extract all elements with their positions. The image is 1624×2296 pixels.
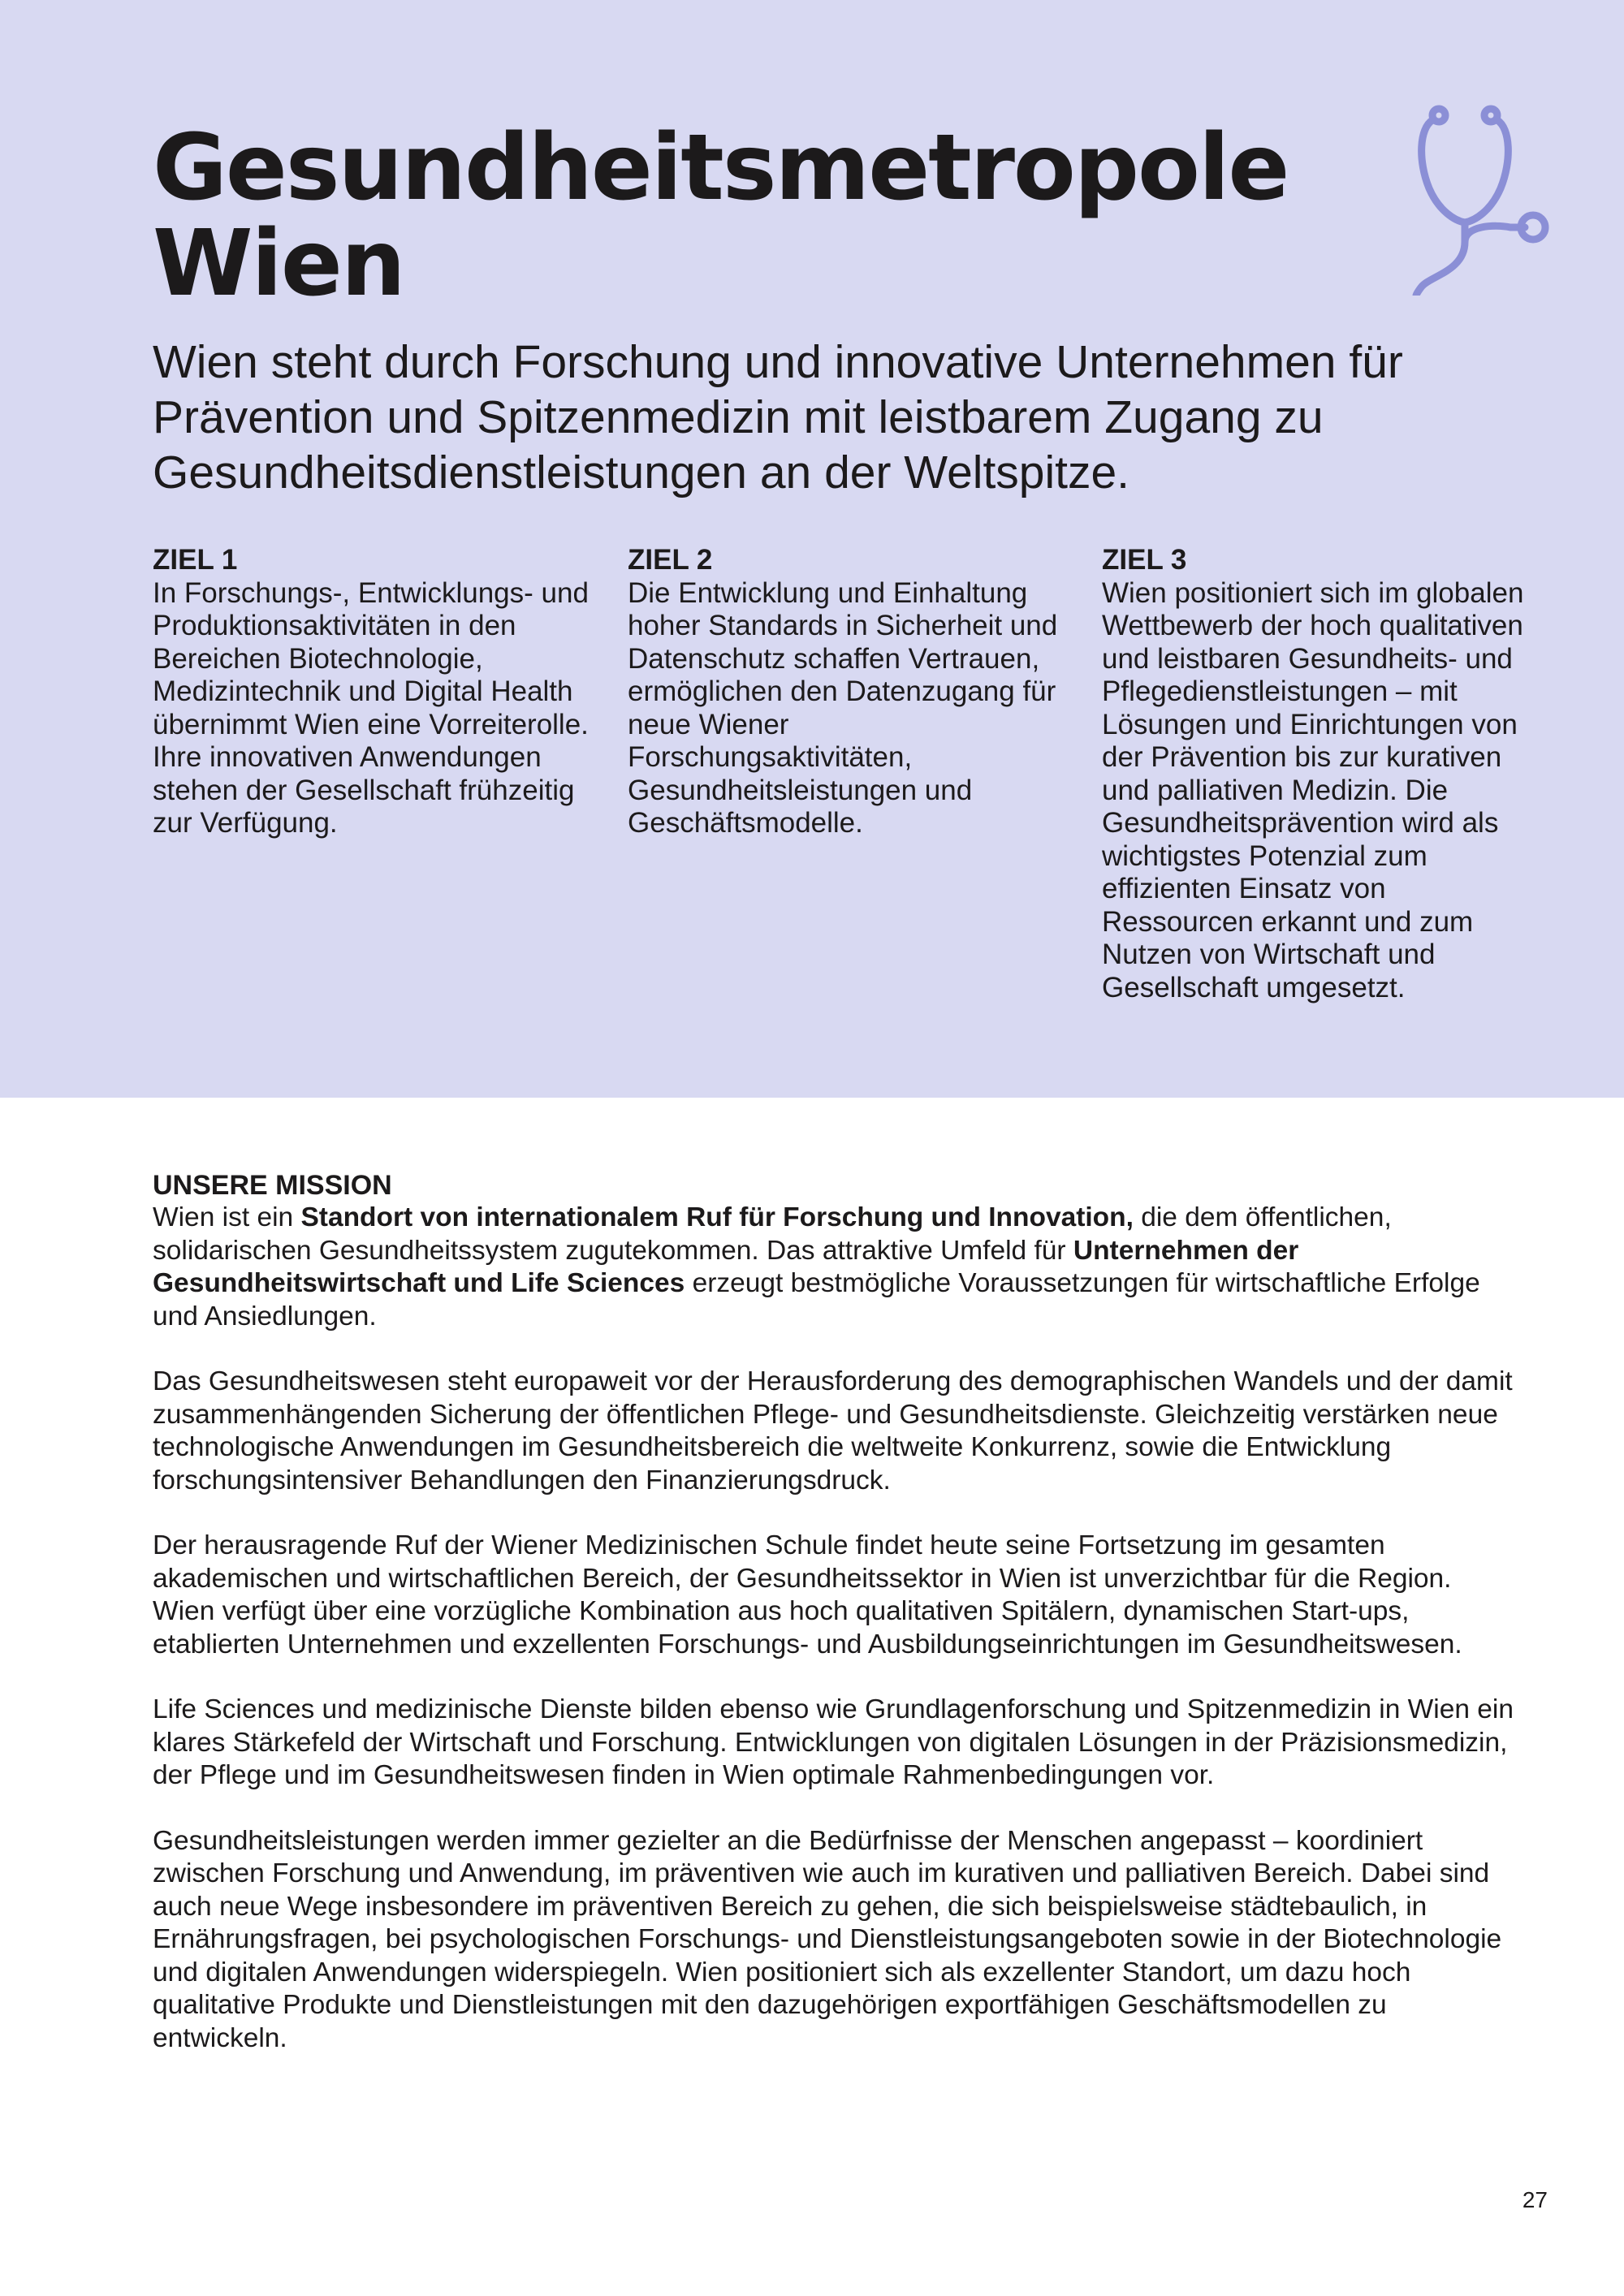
mission-p1-bold-location: Standort von internationalem Ruf für Forschung und Innovation, bbox=[300, 1202, 1134, 1233]
mission-p1-text-2: die dem öffentlichen, solidarischen Gesundheitssystem zugutekommen. Das attraktive Umfeld für bbox=[153, 1202, 1392, 1266]
hero-section bbox=[0, 0, 1624, 1098]
mission-p1-text-3: erzeugt bestmögliche Voraussetzungen für wirtschaftliche Erfolge und Ansiedlungen. bbox=[153, 1268, 1480, 1331]
goal-2-label: ZIEL 2 bbox=[628, 544, 713, 576]
goal-1-label: ZIEL 1 bbox=[153, 544, 238, 576]
mission-paragraph-1 bbox=[153, 1202, 1517, 1333]
mission-section bbox=[153, 1169, 1517, 2087]
goal-3-label: ZIEL 3 bbox=[1102, 544, 1187, 576]
goal-3 bbox=[1102, 544, 1544, 1004]
lead-paragraph: Wien steht durch Forschung und innovative Unternehmen für Prävention und Spitzenmedizin mit leistbarem Zugang zu Gesundheitsdienstleistungen an der Weltspitze. bbox=[153, 336, 1403, 498]
mission-p1-bold-companies: Unternehmen der Gesundheitswirtschaft und Life Sciences bbox=[153, 1235, 1299, 1299]
mission-paragraph-2: Das Gesundheitswesen steht europaweit vor der Herausforderung des demographischen Wandels und der damit zusammenhängenden Sicherung der öffentlichen Pflege- und Gesundheitsdienste. Gleichzeitig verstärken neue technologische Anwendungen im Gesundheitsbereich die weltweite Konkurrenz, sowie die Entwicklung forschungsintensiver Behandlungen den Finanzierungsdruck. bbox=[153, 1366, 1513, 1495]
goal-1-text: In Forschungs-, Entwicklungs- und Produktionsaktivitäten in den Bereichen Biotechnologie, Medizintechnik und Digital Health übernimmt Wien eine Vorreiterolle. Ihre innovativen Anwendungen stehen der Gesellschaft frühzeitig zur Verfügung. bbox=[153, 576, 589, 839]
mission-p1-text: Wien ist ein bbox=[153, 1202, 301, 1233]
goal-3-text: Wien positioniert sich im globalen Wettbewerb der hoch qualitativen und leistbaren Gesundheits- und Pflegedienstleistungen – mit Lösungen und Einrichtungen von der Prävention bis zur kurativen und palliativen Medizin. Die Gesundheitsprävention wird als wichtigstes Potenzial zum effizienten Einsatz von Ressourcen erkannt und zum Nutzen von Wirtschaft und Gesellschaft umgesetzt. bbox=[1102, 576, 1524, 1003]
mission-paragraph-3: Der herausragende Ruf der Wiener Medizinischen Schule findet heute seine Fortsetzung im gesamten akademischen und wirtschaftlichen Bereich, der Gesundheitssektor in Wien ist unverzichtbar für die Region. Wien verfügt über eine vorzügliche Kombination aus hoch qualitativen Spitälern, dynamischen Start-ups, etablierten Unternehmen und exzellenten Forschungs- und Ausbildungseinrichtungen im Gesundheitswesen. bbox=[153, 1530, 1462, 1659]
stethoscope-icon bbox=[1380, 104, 1551, 296]
goal-2 bbox=[628, 544, 1070, 840]
goal-2-text: Die Entwicklung und Einhaltung hoher Standards in Sicherheit und Datenschutz schaffen Vertrauen, ermöglichen den Datenzugang für neue Wiener Forschungsaktivitäten, Gesundheitsleistungen und Geschäftsmodelle. bbox=[628, 576, 1058, 839]
mission-paragraph-5: Gesundheitsleistungen werden immer gezielter an die Bedürfnisse der Menschen angepasst – koordiniert zwischen Forschung und Anwendung, im präventiven wie auch im kurativen und palliativen Bereich. Dabei sind auch neue Wege insbesondere im präventiven Bereich zu gehen, die sich beispielsweise städtebaulich, in Ernährungsfragen, bei psychologischen Forschungs- und Dienstleistungsangeboten sowie in der Biotechnologie und digitalen Anwendungen widerspiegeln. Wien positioniert sich als exzellenter Standort, um dazu hoch qualitative Produkte und Dienstleistungen mit den dazugehörigen exportfähigen Geschäftsmodellen zu entwickeln. bbox=[153, 1826, 1502, 2053]
mission-heading: UNSERE MISSION bbox=[153, 1170, 392, 1201]
page-title-line-1: Gesundheitsmetropole bbox=[153, 115, 1289, 221]
goal-1 bbox=[153, 544, 595, 840]
page-number: 27 bbox=[1522, 2187, 1548, 2212]
mission-paragraph-4: Life Sciences und medizinische Dienste bilden ebenso wie Grundlagenforschung und Spitzenmedizin in Wien ein klares Stärkefeld der Wirtschaft und Forschung. Entwicklungen von digitalen Lösungen in der Präzisionsmedizin, der Pflege und im Gesundheitswesen finden in Wien optimale Rahmenbedingungen vor. bbox=[153, 1694, 1514, 1791]
page-title bbox=[153, 115, 1371, 317]
page-title-line-2: Wien bbox=[153, 211, 404, 317]
